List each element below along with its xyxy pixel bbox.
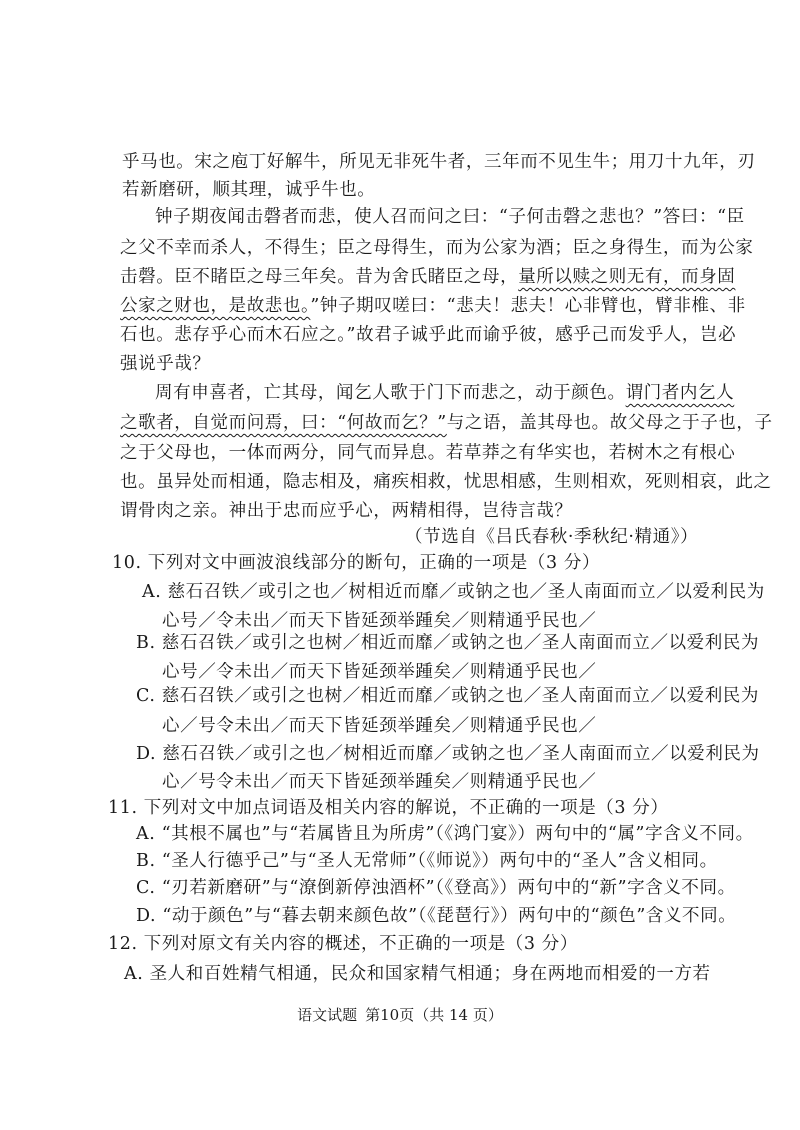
passage-text: ”钟子期叹嗟曰：“悲夫！悲夫！心非臂也，臂非椎、非 (310, 296, 746, 316)
q11-option-b: B. “圣人行德乎己”与“圣人无常师”（《师说》）两句中的“圣人”含义相同。 (136, 851, 718, 871)
wavy-underlined-text: 量所以赎之则无有，而身固 (518, 267, 736, 287)
q10-option-b-cont: 心号／令未出／而天下皆延颈举踵矣／则精通乎民也／ (162, 662, 597, 682)
passage-line: 之父不幸而杀人，不得生；臣之母得生，而为公家为酒；臣之身得生，而为公家 (120, 238, 754, 258)
passage-line: 钟子期夜闻击磬者而悲，使人召而问之曰：“子何击磬之悲也？”答曰：“臣 (155, 207, 745, 227)
passage-line: 也。虽异处而相通，隐志相及，痛疾相救，忧思相感，生则相欢，死则相哀，此之 (120, 472, 772, 492)
passage-line (120, 411, 773, 435)
footer-subject: 语文试题 (297, 1006, 358, 1024)
footer-page-number: 第10页（共 14 页） (365, 1006, 503, 1024)
q10-option-a: A. 慈石召铁／或引之也／树相近而靡／或钠之也／圣人南面而立／以爱利民为 (142, 582, 765, 602)
question-11-stem: 11. 下列对文中加点词语及相关内容的解说，不正确的一项是（3 分） (108, 798, 669, 818)
passage-text: 与之语，盖其母也。故父母之于子也，子 (446, 413, 773, 433)
passage-line: 强说乎哉？ (120, 354, 211, 374)
q10-option-b: B. 慈石召铁／或引之也树／相近而靡／或钠之也／圣人南面而立／以爱利民为 (136, 633, 760, 653)
passage-line: 之于父母也，一体而两分，同气而异息。若草莽之有华实也，若树木之有根心 (120, 443, 736, 463)
passage-line: 谓骨肉之亲。神出于忠而应乎心，两精相得，岂待言哉？ (120, 501, 573, 521)
question-10-stem: 10. 下列对文中画波浪线部分的断句，正确的一项是（3 分） (112, 553, 601, 573)
question-12-stem: 12. 下列对原文有关内容的概述，不正确的一项是（3 分） (108, 934, 578, 954)
page-footer (0, 1004, 800, 1025)
q11-option-d: D. “动于颜色”与“暮去朝来颜色故”（《琵琶行》）两句中的“颜色”含义不同。 (136, 906, 737, 926)
q11-option-a: A. “其根不属也”与“若属皆且为所虏”（《鸿门宴》）两句中的“属”字含义不同。 (136, 824, 754, 844)
passage-line (120, 294, 746, 318)
wavy-underlined-text: 之歌者，自觉而问焉，曰：“何故而乞？” (120, 413, 447, 433)
q10-option-c: C. 慈石召铁／或引之也树／相近而靡／或钠之也／圣人南面而立／以爱利民为 (136, 686, 759, 706)
q10-option-c-cont: 心／号令未出／而天下皆延颈举踵矣／则精通乎民也／ (162, 716, 597, 736)
q10-option-d: D. 慈石召铁／或引之也／树相近而靡／或钠之也／圣人南面而立／以爱利民为 (136, 744, 760, 764)
wavy-underlined-text: 谓门者内乞人 (625, 383, 735, 403)
passage-line: 石也。悲存乎心而木石应之。”故君子诚乎此而谕乎彼，感乎己而发乎人，岂必 (120, 325, 737, 345)
q10-option-a-cont: 心号／令未出／而天下皆延颈举踵矣／则精通乎民也／ (162, 611, 597, 631)
passage-line (155, 381, 734, 405)
passage-source: （节选自《吕氏春秋·季秋纪·精通》） (405, 527, 699, 547)
passage-line: 乎马也。宋之庖丁好解牛，所见无非死牛者，三年而不见生牛；用刀十九年，刃 (122, 152, 756, 172)
q12-option-a: A. 圣人和百姓精气相通，民众和国家精气相通；身在两地而相爱的一方若 (124, 964, 711, 984)
q11-option-c: C. “刃若新磨研”与“潦倒新停浊酒杯”（《登高》）两句中的“新”字含义不同。 (136, 878, 736, 898)
passage-line (120, 265, 735, 289)
passage-line: 若新磨研，顺其理，诚乎牛也。 (122, 180, 376, 200)
wavy-underlined-text: 公家之财也，是故悲也。 (120, 296, 311, 316)
q10-option-d-cont: 心／号令未出／而天下皆延颈举踵矣／则精通乎民也／ (162, 772, 597, 792)
passage-text: 周有申喜者，亡其母，闻乞人歌于门下而悲之，动于颜色。 (155, 383, 626, 403)
passage-text: 击磬。臣不睹臣之母三年矣。昔为舍氏睹臣之母， (120, 267, 519, 287)
